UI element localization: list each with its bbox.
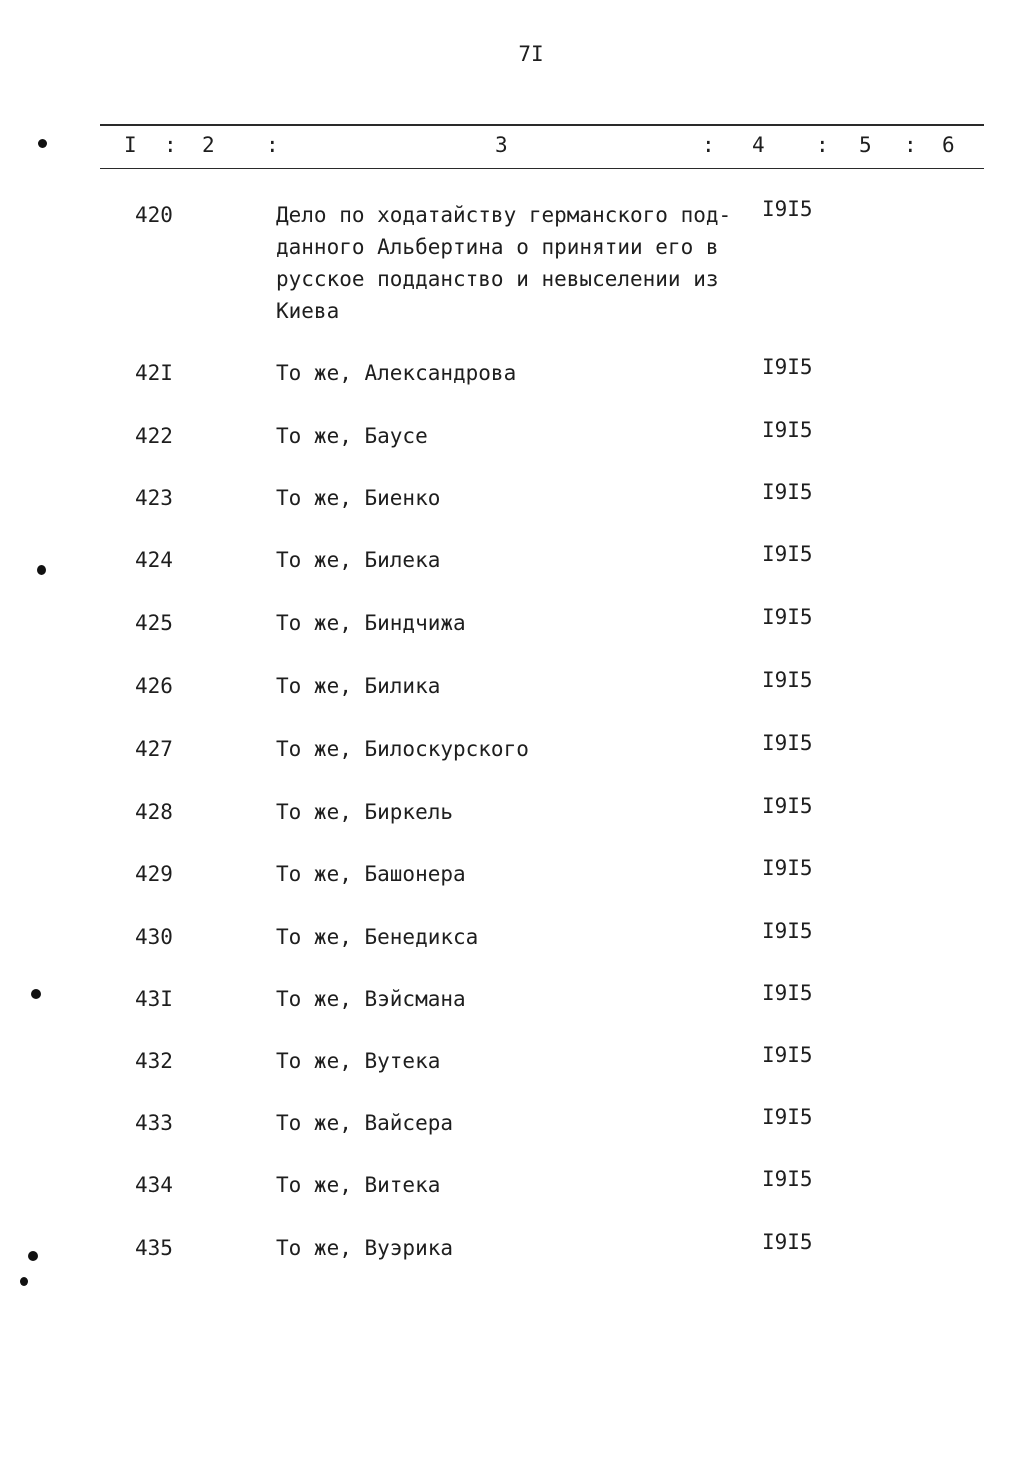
row-number: 43I [135, 987, 173, 1011]
row-year: I9I5 [762, 981, 813, 1005]
row-description: То же, Александрова [276, 361, 517, 385]
row-number: 427 [135, 737, 173, 761]
row-number: 422 [135, 424, 173, 448]
row-year: I9I5 [762, 1230, 813, 1254]
row-year: I9I5 [762, 542, 813, 566]
row-number: 429 [135, 862, 173, 886]
row-description: То же, Вэйсмана [276, 987, 466, 1011]
row-description: То же, Вуэрика [276, 1236, 454, 1260]
row-description: То же, Биенко [276, 486, 441, 510]
scan-speck [28, 1251, 38, 1261]
row-description: То же, Билека [276, 548, 441, 572]
row-year: I9I5 [762, 731, 813, 755]
row-year: I9I5 [762, 418, 813, 442]
header-col-2: 2 [202, 133, 215, 157]
row-number: 42I [135, 361, 173, 385]
row-description: То же, Биркель [276, 800, 454, 824]
scan-speck [38, 139, 47, 148]
header-bottom-rule [100, 168, 984, 169]
row-number: 423 [135, 486, 173, 510]
row-description: То же, Башонера [276, 862, 466, 886]
row-number: 435 [135, 1236, 173, 1260]
row-year: I9I5 [762, 1105, 813, 1129]
header-top-rule [100, 124, 984, 126]
row-year: I9I5 [762, 605, 813, 629]
scan-speck [20, 1277, 28, 1286]
row-number: 434 [135, 1173, 173, 1197]
header-separator: : [816, 133, 829, 157]
header-separator: : [904, 133, 917, 157]
row-number: 428 [135, 800, 173, 824]
row-number: 430 [135, 925, 173, 949]
header-col-6: 6 [942, 133, 955, 157]
row-number: 424 [135, 548, 173, 572]
page-number: 7I [518, 42, 544, 66]
row-year: I9I5 [762, 1167, 813, 1191]
row-description: То же, Вайсера [276, 1111, 454, 1135]
row-number: 432 [135, 1049, 173, 1073]
row-description: То же, Баусе [276, 424, 428, 448]
row-description: Дело по ходатайству германского под- данного Альбертина о принятии его в русское подданство и невыселении из Киева [276, 203, 732, 323]
header-col-3: 3 [495, 133, 508, 157]
row-year: I9I5 [762, 668, 813, 692]
header-separator: : [164, 133, 177, 157]
row-description: То же, Вутека [276, 1049, 441, 1073]
row-description: То же, Билика [276, 674, 441, 698]
row-year: I9I5 [762, 480, 813, 504]
row-description: То же, Билоскурского [276, 737, 529, 761]
row-year: I9I5 [762, 197, 813, 221]
row-year: I9I5 [762, 355, 813, 379]
row-year: I9I5 [762, 794, 813, 818]
header-col-5: 5 [859, 133, 872, 157]
row-number: 425 [135, 611, 173, 635]
row-number: 426 [135, 674, 173, 698]
row-description: То же, Бенедикса [276, 925, 479, 949]
header-col-4: 4 [752, 133, 765, 157]
row-description: То же, Витека [276, 1173, 441, 1197]
row-description: То же, Биндчижа [276, 611, 466, 635]
row-number: 433 [135, 1111, 173, 1135]
header-separator: : [266, 133, 279, 157]
row-number: 420 [135, 203, 173, 227]
scan-speck [37, 565, 46, 575]
scan-speck [31, 989, 41, 999]
row-year: I9I5 [762, 919, 813, 943]
row-year: I9I5 [762, 1043, 813, 1067]
header-separator: : [702, 133, 715, 157]
header-col-1: I [124, 133, 137, 157]
row-year: I9I5 [762, 856, 813, 880]
